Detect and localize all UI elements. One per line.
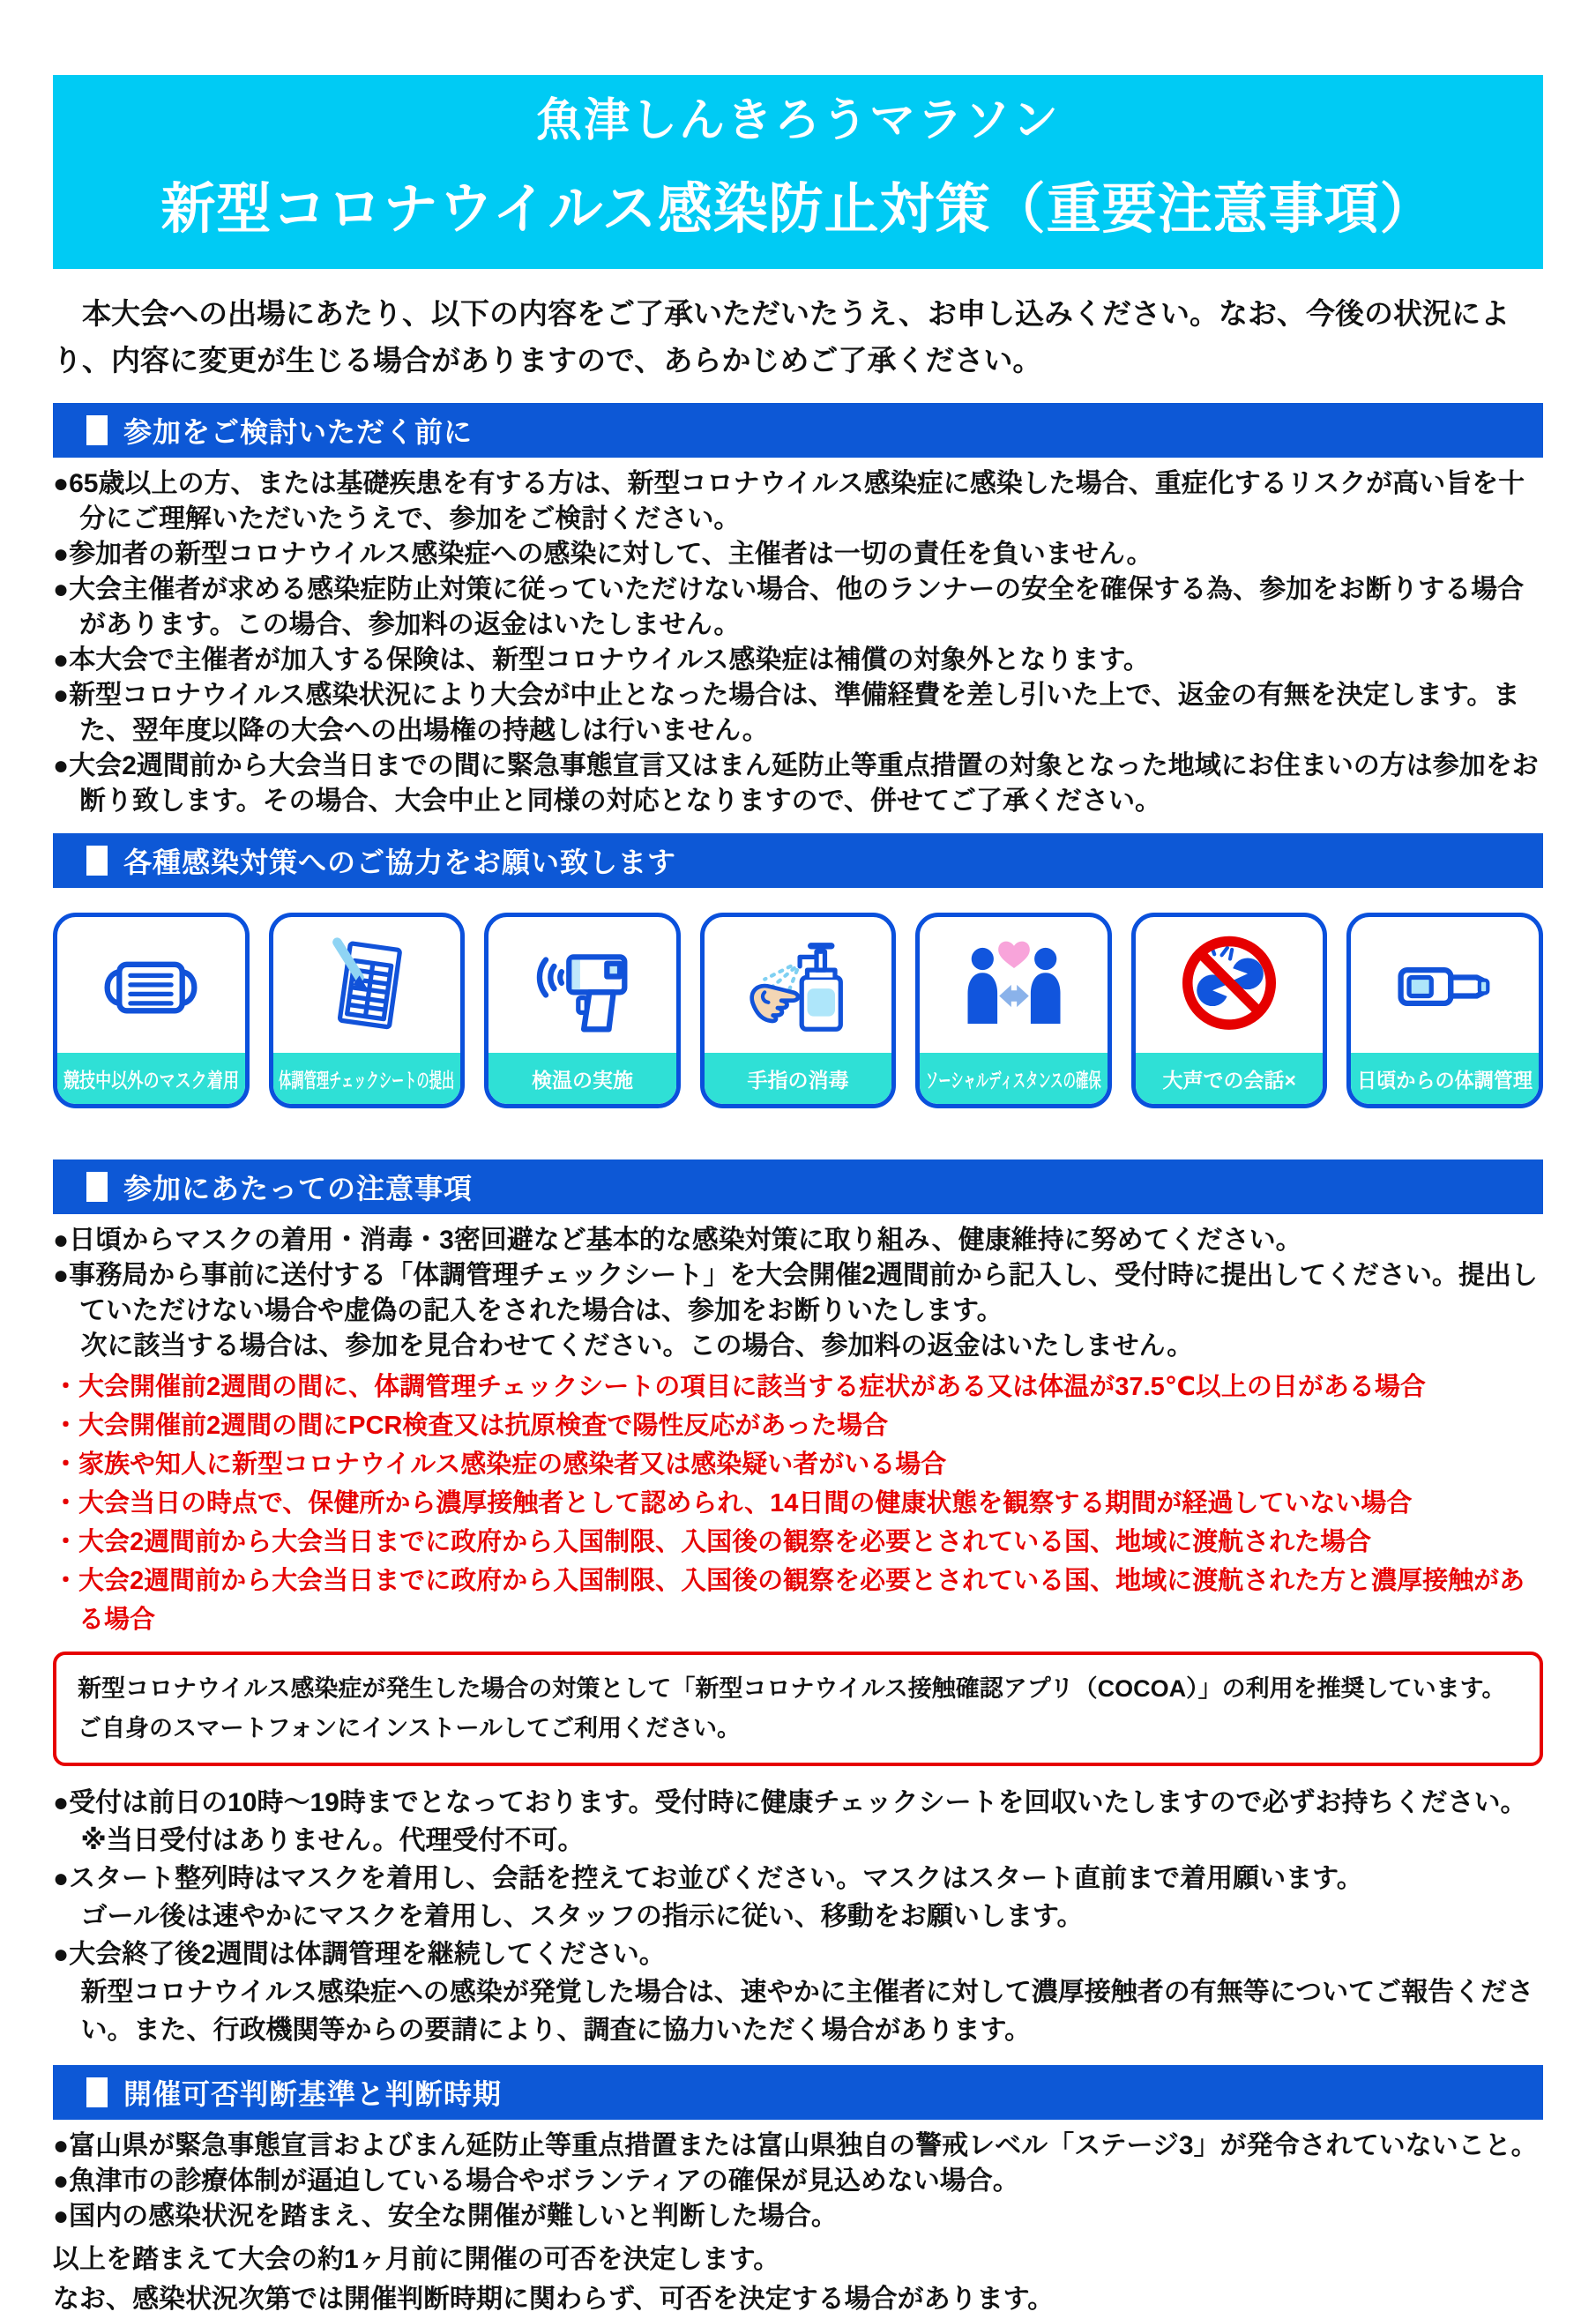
bullet-marker: ・ (53, 1412, 79, 1440)
notice-item (53, 1258, 1543, 1364)
bullet-marker: ・ (53, 1373, 79, 1401)
mask-icon (57, 917, 245, 1053)
measure-card (53, 913, 250, 1108)
no-talk-icon (1136, 917, 1324, 1053)
bullet-marker: ・ (53, 1528, 79, 1556)
notes-post-bullets (53, 1784, 1543, 2049)
bullet-marker: ・ (53, 1450, 79, 1479)
section-title: 参加にあたっての注意事項 (123, 1173, 474, 1204)
condition-text: 大会開催前2週間の間に、体調管理チェックシートの項目に該当する症状がある又は体温が37.5℃以上の日がある場合 (78, 1373, 1426, 1401)
measure-card (1346, 913, 1543, 1108)
footer-line: なお、感染状況次第では開催判断時期に関わらず、可否を決定する場合があります。 (53, 2285, 1055, 2314)
measure-card-label: 手指の消毒 (747, 1068, 849, 1092)
measure-card-label: 体調管理チェックシートの提出 (279, 1068, 455, 1092)
notice-subtext: ※当日受付はありません。代理受付不可。 (80, 1826, 585, 1855)
notice-text: 参加者の新型コロナウイルス感染症への感染に対して、主催者は一切の責任を負いません。 (69, 540, 1153, 569)
notice-item (53, 643, 1543, 678)
bullet-marker: ● (53, 1940, 70, 1969)
bullet-marker: ● (53, 681, 70, 710)
notice-item (53, 1935, 1543, 2049)
page-title-line2: 新型コロナウイルス感染防止対策（重要注意事項） (160, 179, 1436, 240)
condition-text: 家族や知人に新型コロナウイルス感染症の感染者又は感染疑い者がいる場合 (78, 1450, 947, 1479)
notice-subtext: 次に該当する場合は、参加を見合わせてください。この場合、参加料の返金はいたしません。 (80, 1331, 1194, 1361)
bullet-marker: ● (53, 751, 70, 780)
condition-text: 大会2週間前から大会当日までに政府から入国制限、入国後の観察を必要とされている国、地域に渡航された方と濃厚接触がある場合 (78, 1567, 1525, 1634)
distance-icon (920, 917, 1108, 1053)
section-header-before-entry (53, 403, 1543, 458)
measure-card (915, 913, 1112, 1108)
cocoa-recommendation-box (53, 1652, 1543, 1766)
notice-item (53, 2129, 1543, 2164)
refrain-condition-list (53, 1368, 1543, 1639)
condition-text: 大会当日の時点で、保健所から濃厚接触者として認められ、14日間の健康状態を観察する期間が経過していない場合 (78, 1489, 1413, 1517)
bullet-marker: ・ (53, 1567, 79, 1595)
criteria-bullets (53, 2129, 1543, 2234)
measure-card-label: 大声での会話× (1162, 1068, 1296, 1092)
measure-card-band (705, 1053, 892, 1104)
bullet-marker: ● (53, 2131, 70, 2160)
measure-card-band (1136, 1053, 1324, 1104)
condition-text: 大会2週間前から大会当日までに政府から入国制限、入国後の観察を必要とされている国、地域に渡航された場合 (78, 1528, 1372, 1556)
notice-item (53, 2199, 1543, 2234)
notice-text: 国内の感染状況を踏まえ、安全な開催が難しいと判断した場合。 (69, 2202, 838, 2231)
notice-item (53, 2164, 1543, 2199)
section-header-measures (53, 833, 1543, 888)
notice-item (53, 1784, 1543, 1860)
measure-card-label: ソーシャルディスタンスの確保 (926, 1068, 1102, 1092)
cocoa-line2: ご自身のスマートフォンにインストールしてご利用ください。 (78, 1715, 741, 1741)
notice-text: 大会2週間前から大会当日までの間に緊急事態宣言又はまん延防止等重点措置の対象となった地域にお住まいの方は参加をお断り致します。その場合、大会中止と同様の対応となりますので、併せてご了承ください。 (69, 751, 1539, 816)
bullet-marker: ● (53, 1226, 70, 1255)
condition-text: 大会開催前2週間の間にPCR検査又は抗原検査で陽性反応があった場合 (78, 1412, 889, 1440)
refrain-condition (53, 1368, 1543, 1406)
before-entry-bullets (53, 466, 1543, 819)
measure-card-band (1351, 1053, 1539, 1104)
bullet-marker: ● (53, 1261, 70, 1290)
notice-item (53, 537, 1543, 572)
refrain-condition (53, 1445, 1543, 1484)
notice-item (53, 1860, 1543, 1935)
cocoa-line1: 新型コロナウイルス感染症が発生した場合の対策として「新型コロナウイルス接触確認アプリ（COCOA）」の利用を推奨しています。 (78, 1675, 1506, 1702)
measure-card-band (57, 1053, 245, 1104)
title-band (53, 75, 1543, 269)
notice-subtext: ゴール後は速やかにマスクを着用し、スタッフの指示に従い、移動をお願いします。 (80, 1902, 1084, 1931)
notice-text: 日頃からマスクの着用・消毒・3密回避など基本的な感染対策に取り組み、健康維持に努めてください。 (69, 1226, 1302, 1255)
notice-text: 受付は前日の10時～19時までとなっております。受付時に健康チェックシートを回収いたしますので必ずお持ちください。 (69, 1788, 1527, 1817)
measure-card-band (488, 1053, 676, 1104)
notice-text: 事務局から事前に送付する「体調管理チェックシート」を大会開催2週間前から記入し、受付時に提出してください。提出していただけない場合や虚偽の記入をされた場合は、参加をお断りいたします。 (69, 1261, 1538, 1325)
thermometer-icon (1351, 917, 1539, 1053)
intro-paragraph: 本大会への出場にあたり、以下の内容をご了承いただいたうえ、お申し込みください。なお、今後の状況により、内容に変更が生じる場合がありますので、あらかじめご了承ください。 (53, 297, 1510, 377)
notice-item (53, 1223, 1543, 1258)
measure-card (484, 913, 681, 1108)
measure-cards (53, 913, 1543, 1108)
notice-text: 富山県が緊急事態宣言およびまん延防止等重点措置または富山県独自の警戒レベル「ステージ3」が発令されていないこと。 (69, 2131, 1538, 2160)
section-marker-square (86, 415, 108, 445)
notice-text: 65歳以上の方、または基礎疾患を有する方は、新型コロナウイルス感染症に感染した場合、重症化するリスクが高い旨を十分にご理解いただいたうえで、参加をご検討ください。 (69, 469, 1525, 533)
page-title-line1: 魚津しんきろうマラソン (535, 95, 1060, 146)
notice-text: 大会主催者が求める感染症防止対策に従っていただけない場合、他のランナーの安全を確保する為、参加をお断りする場合があります。この場合、参加料の返金はいたしません。 (69, 575, 1525, 639)
section-title: 参加をご検討いただく前に (123, 416, 474, 448)
thermo-gun-icon (488, 917, 676, 1053)
section-header-criteria (53, 2065, 1543, 2120)
bullet-marker: ● (53, 575, 70, 604)
bullet-marker: ● (53, 2202, 70, 2231)
section-marker-square (86, 846, 108, 876)
bullet-marker: ・ (53, 1489, 79, 1517)
notice-text: 新型コロナウイルス感染状況により大会が中止となった場合は、準備経費を差し引いた上で、返金の有無を決定します。また、翌年度以降の大会への出場権の持越しは行いません。 (69, 681, 1520, 745)
bullet-marker: ● (53, 2166, 70, 2196)
bullet-marker: ● (53, 1864, 70, 1893)
notice-text: 大会終了後2週間は体調管理を継続してください。 (69, 1940, 666, 1969)
refrain-condition (53, 1406, 1543, 1445)
notice-item (53, 572, 1543, 643)
measure-card-label: 日頃からの体調管理 (1357, 1068, 1533, 1092)
notice-text: 魚津市の診療体制が逼迫している場合やボランティアの確保が見込めない場合。 (69, 2166, 1019, 2196)
notice-item (53, 678, 1543, 749)
measure-card (1131, 913, 1328, 1108)
section-marker-square (86, 2077, 108, 2107)
refrain-condition (53, 1523, 1543, 1562)
refrain-condition (53, 1562, 1543, 1639)
notice-subtext: 新型コロナウイルス感染症への感染が発覚した場合は、速やかに主催者に対して濃厚接触者の有無等についてご報告ください。また、行政機関等からの要請により、調査に協力いただく場合があります。 (80, 1978, 1534, 2045)
footer-line: 以上を踏まえて大会の約1ヶ月前に開催の可否を決定します。 (53, 2245, 780, 2274)
criteria-footer (53, 2240, 1543, 2319)
notice-text: スタート整列時はマスクを着用し、会話を控えてお並びください。マスクはスタート直前まで着用願います。 (69, 1864, 1363, 1893)
refrain-condition (53, 1484, 1543, 1523)
checksheet-icon (273, 917, 461, 1053)
section-marker-square (86, 1172, 108, 1202)
section-header-notes (53, 1160, 1543, 1214)
bullet-marker: ● (53, 645, 70, 675)
measure-card-label: 競技中以外のマスク着用 (63, 1068, 239, 1092)
measure-card (700, 913, 897, 1108)
notice-item (53, 466, 1543, 537)
measure-card (269, 913, 466, 1108)
measure-card-band (273, 1053, 461, 1104)
measure-card-label: 検温の実施 (531, 1068, 633, 1092)
notice-item (53, 749, 1543, 819)
notes-bullets (53, 1223, 1543, 1364)
section-title: 開催可否判断基準と判断時期 (123, 2078, 503, 2110)
sanitizer-icon (705, 917, 892, 1053)
section-title: 各種感染対策へのご協力をお願い致します (123, 846, 677, 878)
notice-text: 本大会で主催者が加入する保険は、新型コロナウイルス感染症は補償の対象外となります。 (69, 645, 1150, 675)
measure-card-band (920, 1053, 1108, 1104)
bullet-marker: ● (53, 1788, 70, 1817)
bullet-marker: ● (53, 469, 70, 498)
bullet-marker: ● (53, 540, 70, 569)
